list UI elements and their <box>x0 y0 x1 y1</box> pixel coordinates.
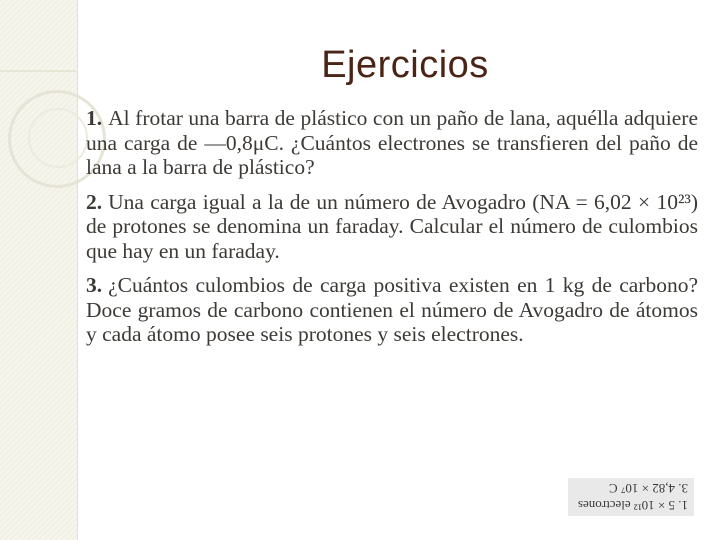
exercise-number: 1. <box>86 106 103 130</box>
exercise-item <box>86 273 698 347</box>
decorative-ring-inner <box>28 108 88 168</box>
answer-line: 3. 4,82 × 10⁷ C <box>608 481 688 496</box>
slide-title: Ejercicios <box>321 44 489 86</box>
exercise-text: Al frotar una barra de plástico con un paño de lana, aquélla adquiere una carga de —0,8μC. ¿Cuántos electrones se transfieren del paño de lana a la barra de plástico? <box>86 106 698 179</box>
exercise-list <box>86 106 698 357</box>
exercise-text: ¿Cuántos culombios de carga positiva existen en 1 kg de carbono? Doce gramos de carbono contienen el número de Avogadro de átomos y cada átomo posee seis protones y seis electrones. <box>86 273 698 346</box>
upside-down-answers <box>568 478 694 516</box>
exercise-text: Una carga igual a la de un número de Avogadro (NA = 6,02 × 10²³) de protones se denomina un faraday. Calcular el número de culombios que hay en un faraday. <box>86 189 698 263</box>
exercise-number: 2. <box>86 189 103 214</box>
exercise-item <box>86 190 698 264</box>
answer-line: 1. 5 × 10¹² electrones <box>577 498 688 513</box>
exercise-number: 3. <box>86 273 103 297</box>
exercise-item <box>86 106 698 180</box>
